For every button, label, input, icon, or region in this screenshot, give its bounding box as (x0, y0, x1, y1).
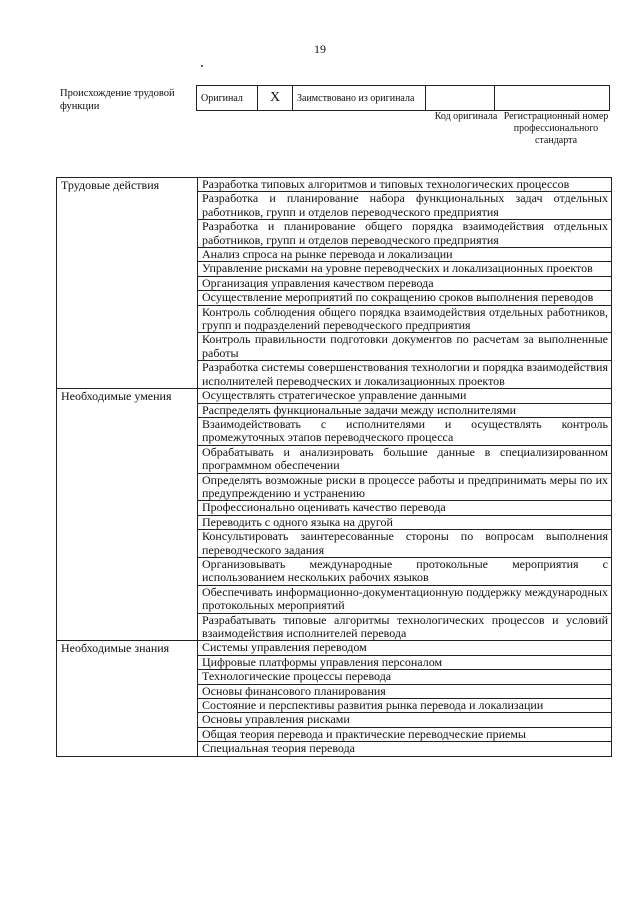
required-skills-item: Взаимодействовать с исполнителями и осуществлять контроль промежуточных этапов переводческого процесса (198, 417, 612, 445)
code-cell (426, 86, 495, 111)
required-skills-item: Консультировать заинтересованные стороны по вопросам выполнения переводческого задания (198, 530, 612, 558)
original-mark: X (258, 86, 293, 111)
required-knowledge-item: Специальная теория перевода (198, 742, 612, 756)
code-caption: Код оригинала (434, 111, 498, 122)
origin-label: Происхождение трудовой функции (60, 88, 175, 112)
required-skills-item: Организовывать международные протокольные мероприятия с использованием нескольких рабочих языков (198, 557, 612, 585)
page-number: 19 (314, 42, 326, 56)
required-skills-item: Переводить с одного языка на другой (198, 515, 612, 529)
labor-actions-item: Осуществление мероприятий по сокращению сроков выполнения переводов (198, 291, 612, 305)
origin-table (196, 85, 610, 111)
required-knowledge-item: Общая теория перевода и практические переводческие приемы (198, 727, 612, 741)
required-knowledge-item: Технологические процессы перевода (198, 670, 612, 684)
required-skills-item: Профессионально оценивать качество перевода (198, 501, 612, 515)
labor-actions-item: Разработка и планирование общего порядка взаимодействия отдельных работников, групп и отделов переводческого предприятия (198, 220, 612, 248)
required-knowledge-item: Основы финансового планирования (198, 684, 612, 698)
table-row (57, 641, 612, 655)
original-cell: Оригинал (197, 86, 258, 111)
labor-actions-item: Контроль соблюдения общего порядка взаимодействия отдельных работников, групп и подразделений переводческого предприятия (198, 305, 612, 333)
required-skills-item: Распределять функциональные задачи между исполнителями (198, 403, 612, 417)
labor-actions-item: Управление рисками на уровне переводческих и локализационных проектов (198, 262, 612, 276)
required-skills-item: Обрабатывать и анализировать большие данные в специализированном программном обеспечении (198, 445, 612, 473)
required-skills-item: Определять возможные риски в процессе работы и предпринимать меры по их предупреждению и устранению (198, 473, 612, 501)
table-row (57, 178, 612, 192)
labor-actions-item: Организация управления качеством перевода (198, 276, 612, 290)
labor-function-table (56, 177, 612, 757)
required-skills-item: Разрабатывать типовые алгоритмы технологических процессов и условий взаимодействия исполнителей перевода (198, 613, 612, 641)
required-skills-heading: Необходимые умения (57, 389, 198, 641)
reg-number-caption: Регистрационный номер профессионального стандарта (503, 111, 609, 146)
stray-dot (201, 65, 203, 67)
labor-actions-item: Разработка и планирование набора функциональных задач отдельных работников, групп и отделов переводческого предприятия (198, 192, 612, 220)
labor-actions-item: Контроль правильности подготовки документов по расчетам за выполненные работы (198, 333, 612, 361)
required-skills-item: Обеспечивать информационно-документационную поддержку международных протокольных мероприятий (198, 585, 612, 613)
required-knowledge-heading: Необходимые знания (57, 641, 198, 756)
labor-actions-item: Анализ спроса на рынке перевода и локализации (198, 248, 612, 262)
required-knowledge-item: Основы управления рисками (198, 713, 612, 727)
table-row (57, 389, 612, 403)
required-knowledge-item: Системы управления переводом (198, 641, 612, 655)
required-skills-item: Осуществлять стратегическое управление данными (198, 389, 612, 403)
labor-actions-heading: Трудовые действия (57, 178, 198, 389)
labor-actions-item: Разработка типовых алгоритмов и типовых технологических процессов (198, 178, 612, 192)
required-knowledge-item: Цифровые платформы управления персоналом (198, 655, 612, 669)
borrowed-cell: Заимствовано из оригинала (293, 86, 426, 111)
required-knowledge-item: Состояние и перспективы развития рынка перевода и локализации (198, 699, 612, 713)
labor-actions-item: Разработка системы совершенствования технологии и порядка взаимодействия исполнителей переводческих и локализационных проектов (198, 361, 612, 389)
reg-number-cell (495, 86, 610, 111)
